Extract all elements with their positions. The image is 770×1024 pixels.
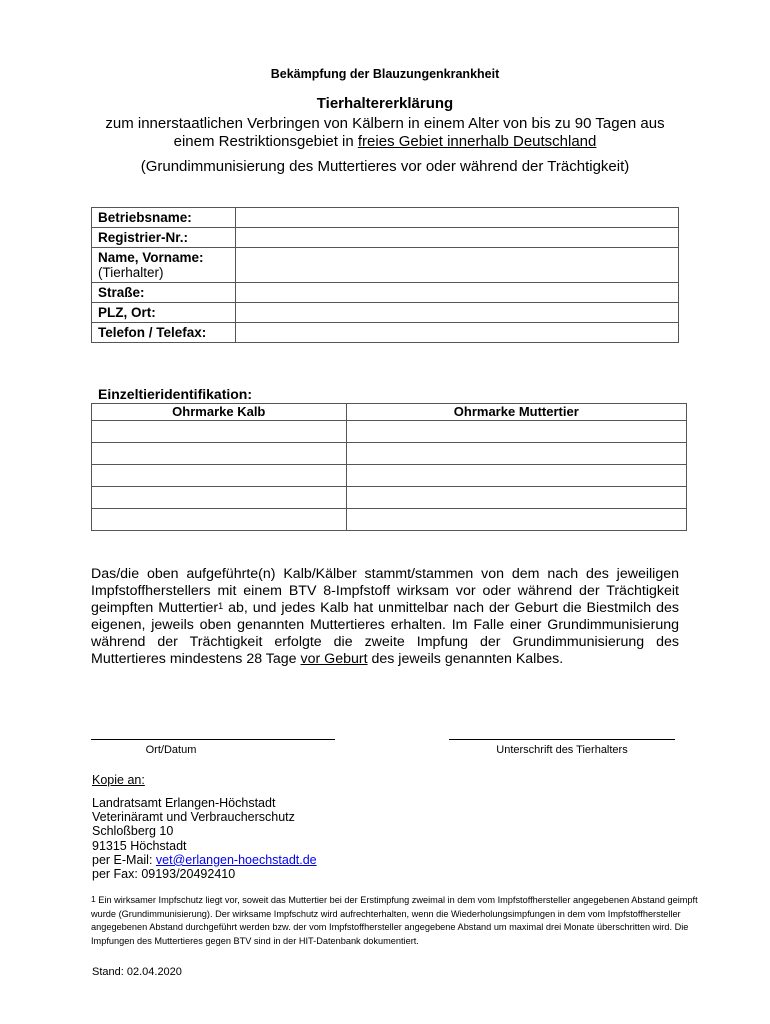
declaration-part1: Das/die oben aufgeführte(n) Kalb/Kälber stammt/stammen von dem nach des jeweiligen Impfstoffherstellers mit einem BTV 8-Impfstoff wirksam vor oder während der Trächtigkeit geimpften Muttertier (91, 566, 679, 616)
label-strasse: Straße: (92, 283, 236, 303)
address-line: Schloßberg 10 (92, 824, 174, 839)
declaration-underlined: vor Geburt (300, 651, 368, 667)
strasse-field[interactable] (236, 283, 679, 303)
table-row (92, 283, 679, 303)
ohrmarke-kalb-cell[interactable] (92, 465, 347, 487)
name-vorname-field[interactable] (236, 248, 679, 283)
registrier-nr-field[interactable] (236, 228, 679, 248)
email-line (92, 853, 317, 867)
ohrmarke-muttertier-cell[interactable] (346, 509, 686, 531)
table-row (92, 208, 679, 228)
name-vorname-label: Name, Vorname: (98, 250, 204, 265)
column-header-kalb: Ohrmarke Kalb (92, 404, 347, 421)
stand-date: Stand: 02.04.2020 (92, 966, 182, 978)
betrieb-table (91, 207, 679, 343)
table-row (92, 303, 679, 323)
address-line: 91315 Höchstadt (92, 838, 187, 853)
ohrmarke-muttertier-cell[interactable] (346, 421, 686, 443)
footnote-text: Ein wirksamer Impfschutz liegt vor, soweit das Muttertier bei der Erstimpfung zweimal in dem vom Impfstoffhersteller angegebenen Abstand geimpft wurde (Grundimmunisierung). Der wirksame Impfschutz wird aufrechterhalten, wenn die Wiederholungsimpfungen in dem vom Impfstoffhersteller angegebenen Abstand durchgeführt werden bzw. der vom Impfstoffhersteller angegebene Abstand um maximal drei Monate überschritten wird. Die Impfungen des Muttertieres gegen BTV sind in der HIT-Datenbank dokumentiert. (91, 895, 698, 946)
table-header-row (92, 404, 687, 421)
table-row (92, 487, 687, 509)
label-plz-ort: PLZ, Ort: (92, 303, 236, 323)
betriebsname-field[interactable] (236, 208, 679, 228)
telefon-telefax-field[interactable] (236, 323, 679, 343)
declaration-part2: ab, und jedes Kalb hat unmittelbar nach der Geburt die Biestmilch des eigenen, jeweils oben genannten Muttertieres erhalten. Im Falle einer Grundimmunisierung während der Trächtigkeit erfolgte die zweite Impfung der Grundimmunisierung des Muttertieres mindestens 28 Tage (91, 600, 679, 667)
table-row (92, 421, 687, 443)
fax-line: per Fax: 09193/20492410 (92, 867, 236, 882)
label-registrier-nr: Registrier-Nr.: (92, 228, 236, 248)
table-row (92, 248, 679, 283)
document-title: Tierhaltererklärung (316, 95, 454, 112)
plz-ort-field[interactable] (236, 303, 679, 323)
ohrmarke-muttertier-cell[interactable] (346, 465, 686, 487)
label-telefon-telefax: Telefon / Telefax: (92, 323, 236, 343)
subtitle-prefix: einem Restriktionsgebiet in (173, 133, 358, 150)
column-header-muttertier: Ohrmarke Muttertier (346, 404, 686, 421)
label-betriebsname: Betriebsname: (92, 208, 236, 228)
copy-to-address (92, 796, 317, 881)
einzeltier-title: Einzeltieridentifikation: (98, 386, 253, 402)
ohrmarke-table (91, 403, 687, 531)
address-line: Veterinäramt und Verbraucherschutz (92, 810, 295, 825)
table-row (92, 443, 687, 465)
ohrmarke-kalb-cell[interactable] (92, 443, 347, 465)
label-name-vorname (92, 248, 236, 283)
address-line: Landratsamt Erlangen-Höchstadt (92, 796, 276, 810)
document-subtitle-line1: zum innerstaatlichen Verbringen von Kälbern in einem Alter von bis zu 90 Tagen aus (105, 115, 665, 132)
signature-line[interactable] (449, 739, 675, 740)
ohrmarke-muttertier-cell[interactable] (346, 443, 686, 465)
ort-datum-label: Ort/Datum (145, 744, 197, 756)
declaration-paragraph (91, 566, 679, 668)
table-row (92, 323, 679, 343)
copy-to-label: Kopie an: (92, 773, 145, 787)
ohrmarke-kalb-cell[interactable] (92, 509, 347, 531)
document-subtitle-line2 (0, 133, 770, 150)
document-subject: Bekämpfung der Blauzungenkrankheit (270, 67, 500, 81)
footnote-reference: 1 (218, 601, 224, 611)
declaration-part3: des jeweils genannten Kalbes. (367, 651, 564, 667)
ohrmarke-kalb-cell[interactable] (92, 487, 347, 509)
footnote-number: 1 (91, 894, 96, 904)
ort-datum-line[interactable] (91, 739, 335, 740)
ohrmarke-muttertier-cell[interactable] (346, 487, 686, 509)
email-prefix: per E-Mail: (92, 852, 156, 867)
ohrmarke-kalb-cell[interactable] (92, 421, 347, 443)
tierhalter-note: (Tierhalter) (98, 265, 164, 280)
subtitle-underlined: freies Gebiet innerhalb Deutschland (357, 133, 597, 150)
table-row (92, 228, 679, 248)
grundimmunisierung-note: (Grundimmunisierung des Muttertieres vor oder während der Trächtigkeit) (140, 158, 630, 175)
footnote (91, 894, 721, 948)
email-link[interactable]: vet@erlangen-hoechstadt.de (155, 852, 317, 867)
table-row (92, 509, 687, 531)
table-row (92, 465, 687, 487)
signature-label: Unterschrift des Tierhalters (496, 744, 628, 756)
